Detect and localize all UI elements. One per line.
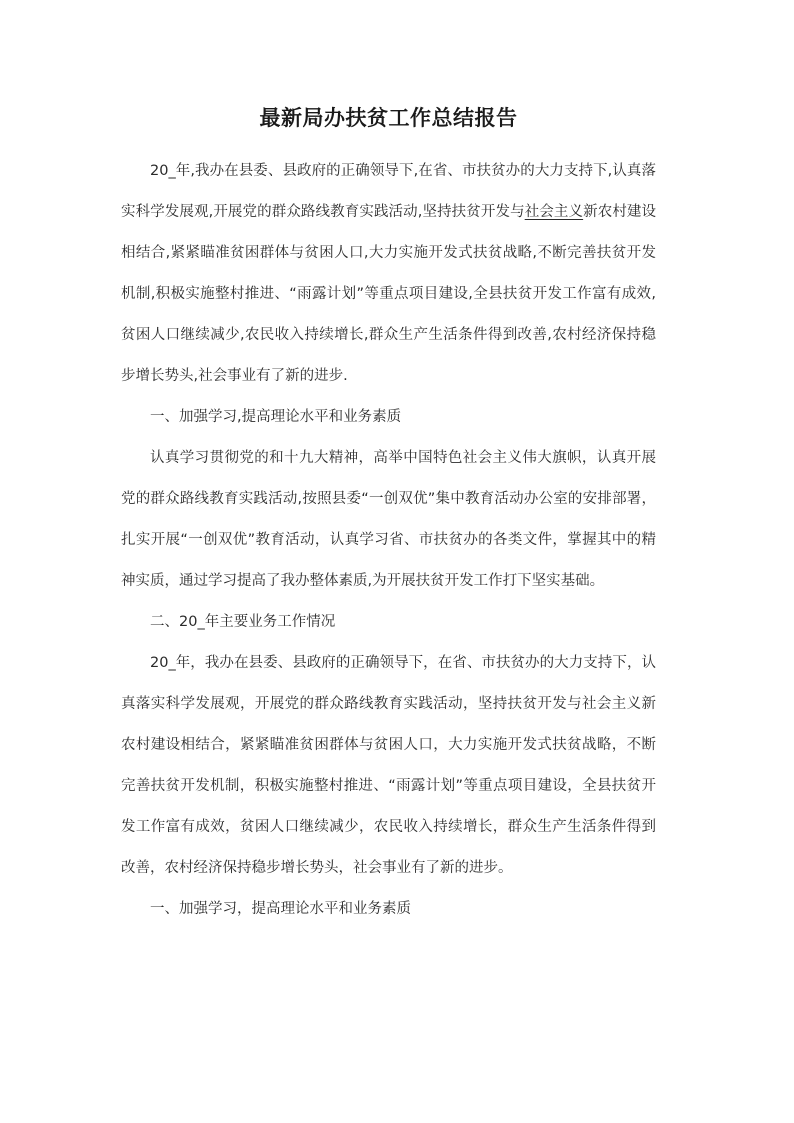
main-work-paragraph: 20_年，我办在县委、县政府的正确领导下，在省、市扶贫办的大力支持下，认真落实科学发展观，开展党的群众路线教育实践活动，坚持扶贫开发与社会主义新农村建设相结合，紧紧瞄准贫困群体与贫困人口，大力实施开发式扶贫战略，不断完善扶贫开发机制，积极实施整村推进、“雨露计划”等重点项目建设，全县扶贫开发工作富有成效，贫困人口继续减少，农民收入持续增长，群众生产生活条件得到改善，农村经济保持稳步增长势头，社会事业有了新的进步。 bbox=[121, 655, 656, 876]
section-heading-main-work: 二、20_年主要业务工作情况 bbox=[150, 614, 336, 630]
section-heading-study: 一、加强学习,提高理论水平和业务素质 bbox=[150, 409, 402, 425]
document-page bbox=[121, 98, 656, 930]
section-heading-study-repeat: 一、加强学习，提高理论水平和业务素质 bbox=[150, 901, 411, 917]
intro-paragraph bbox=[121, 151, 656, 397]
underlined-link[interactable]: 社会主义 bbox=[524, 204, 584, 220]
document-title: 最新局办扶贫工作总结报告 bbox=[259, 106, 518, 130]
study-paragraph: 认真学习贯彻党的和十九大精神，高举中国特色社会主义伟大旗帜，认真开展党的群众路线教育实践活动,按照县委“一创双优”集中教育活动办公室的安排部署，扎实开展“一创双优”教育活动，认真学习省、市扶贫办的各类文件，掌握其中的精神实质，通过学习提高了我办整体素质,为开展扶贫开发工作打下坚实基础。 bbox=[121, 450, 656, 589]
intro-text-after-link: 新农村建设相结合,紧紧瞄准贫困群体与贫困人口,大力实施开发式扶贫战略,不断完善扶贫开发机制,积极实施整村推进、“雨露计划”等重点项目建设,全县扶贫开发工作富有成效,贫困人口继续减少,农民收入持续增长,群众生产生活条件得到改善,农村经济保持稳步增长势头,社会事业有了新的进步. bbox=[121, 204, 657, 384]
intro-text-before-link: 20_年,我办在县委、县政府的正确领导下,在省、市扶贫办的大力支持下,认真落实科学发展观,开展党的群众路线教育实践活动,坚持扶贫开发与 bbox=[121, 163, 656, 220]
